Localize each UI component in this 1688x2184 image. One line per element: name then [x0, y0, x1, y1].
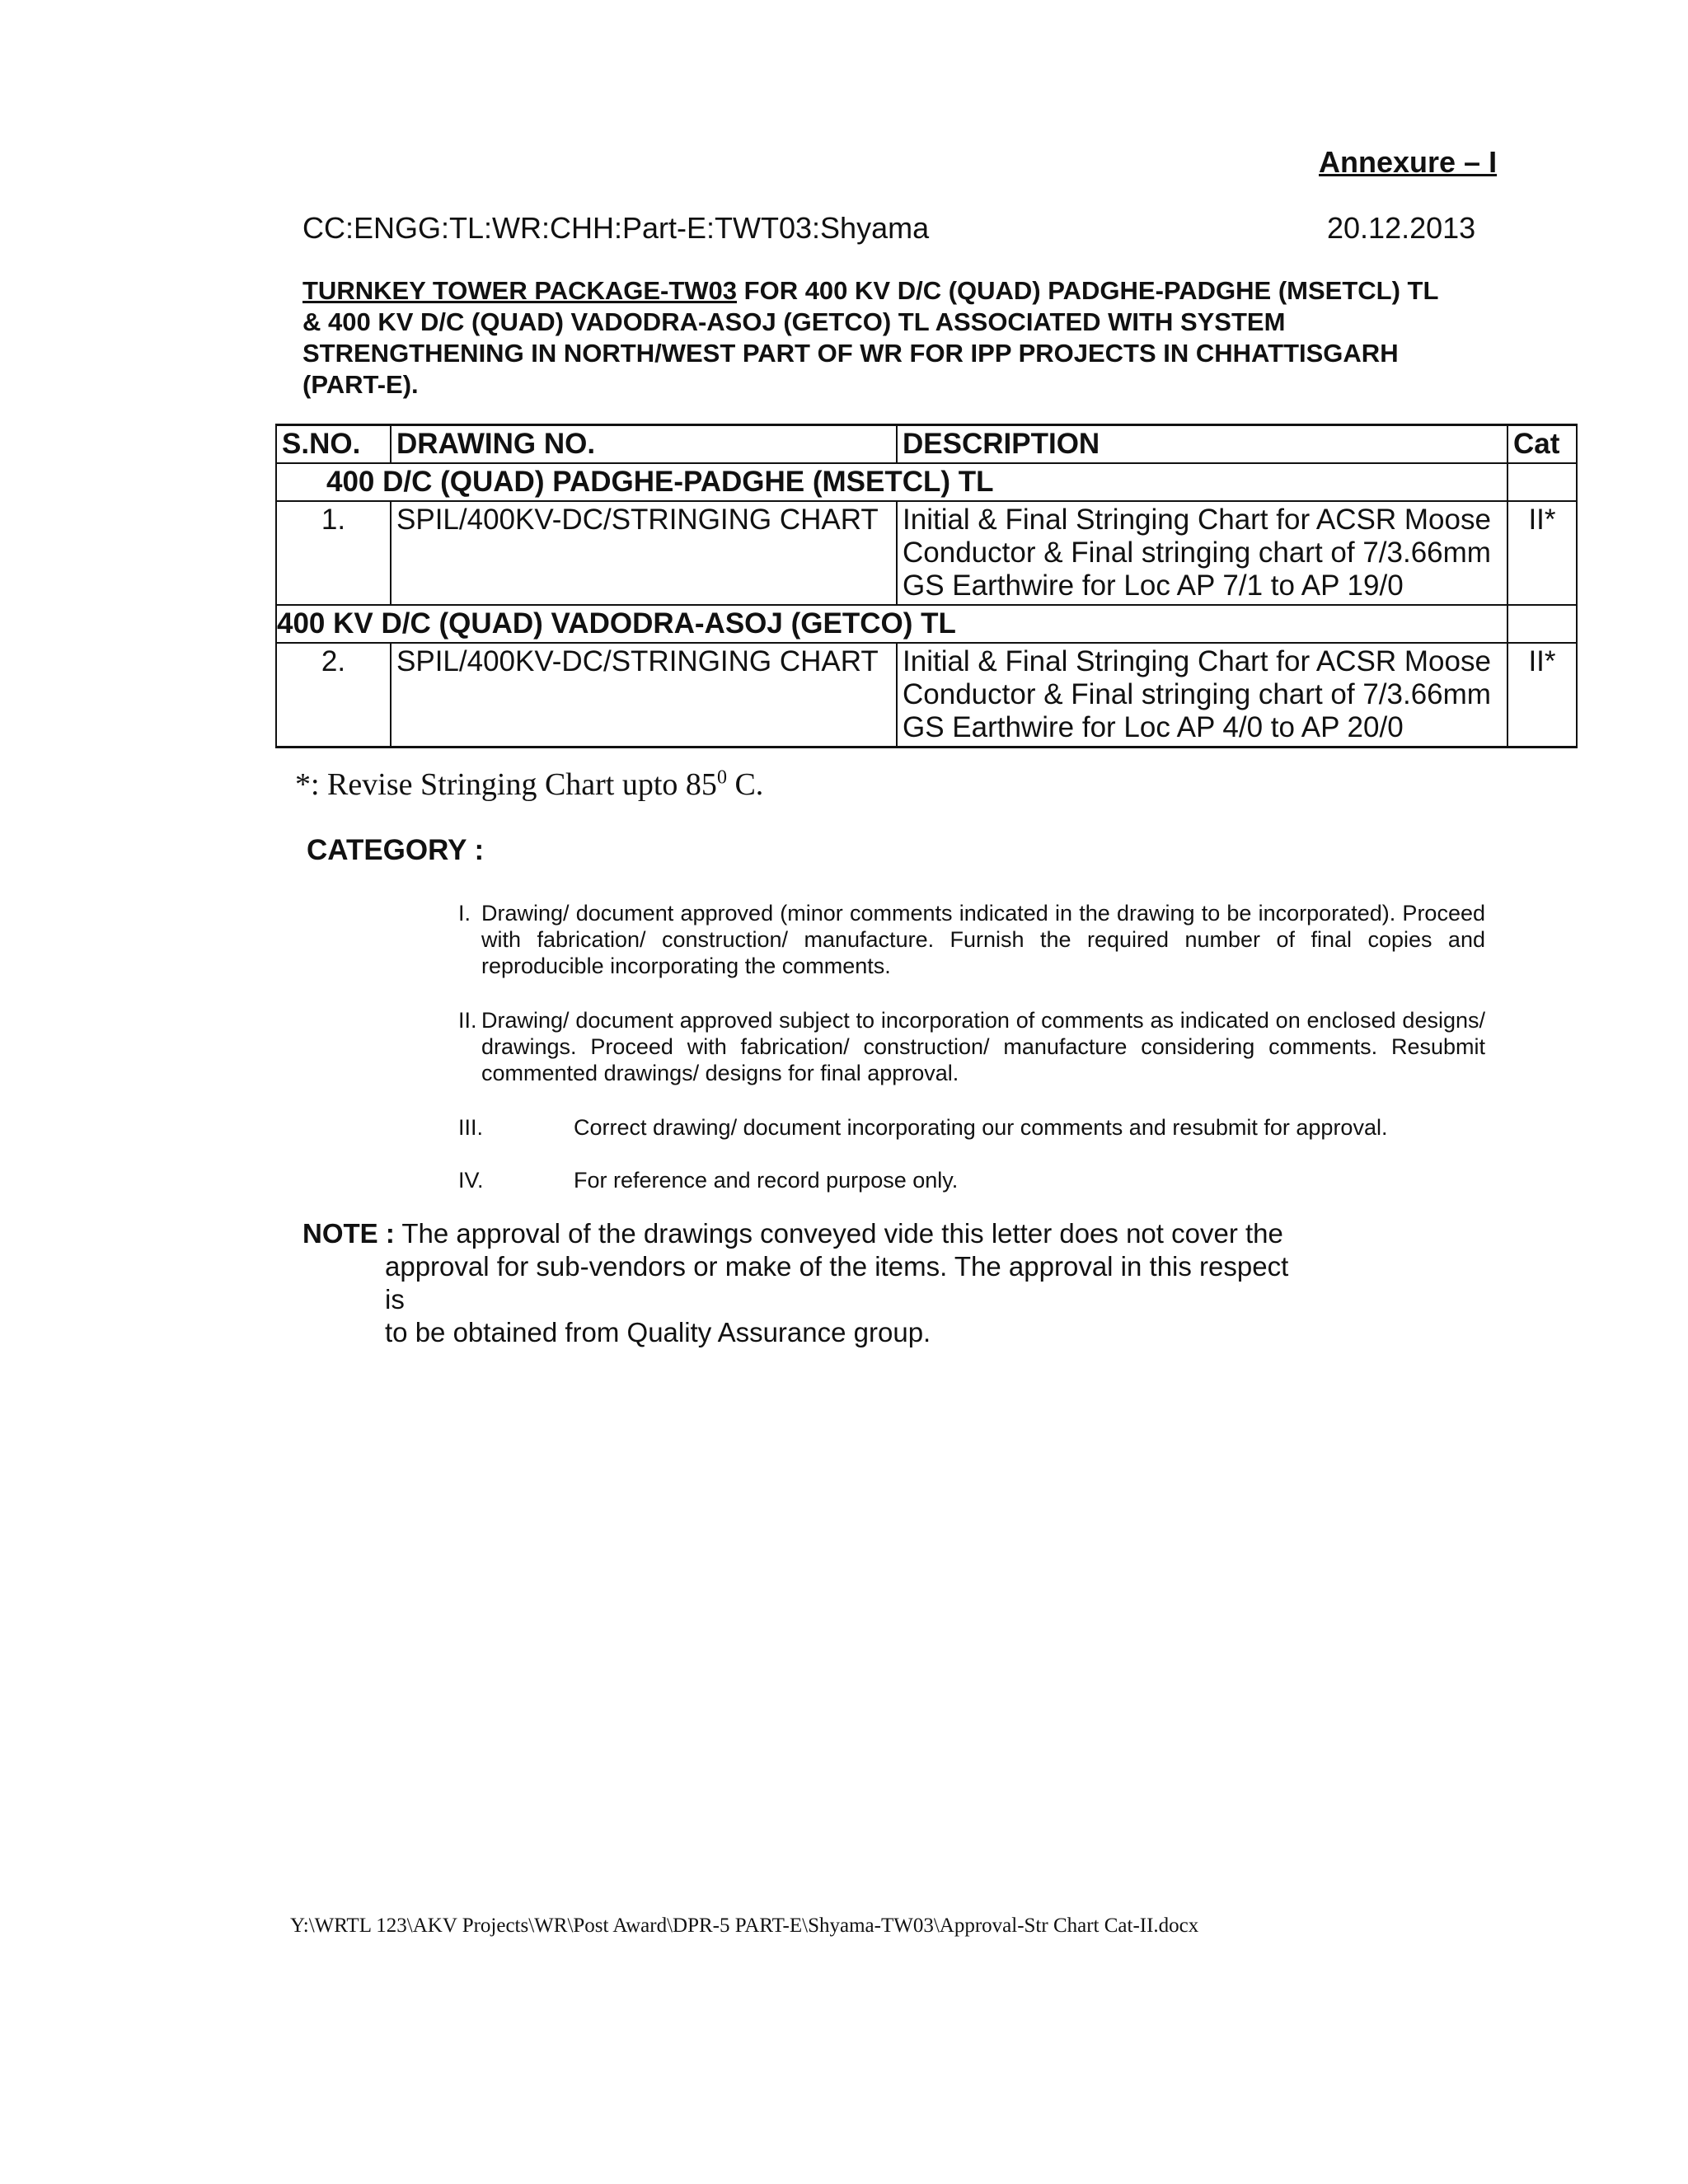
row-sno: 1. — [276, 501, 391, 605]
footnote-text: *: Revise Stringing Chart upto 85 — [295, 767, 717, 802]
note-line-2: approval for sub-vendors or make of the items. The approval in this respect is — [385, 1251, 1289, 1315]
category-number: II. — [458, 1008, 477, 1033]
row-sno: 2. — [276, 643, 391, 748]
category-text: For reference and record purpose only. — [574, 1168, 959, 1193]
category-text: Drawing/ document approved (minor comments indicated in the drawing to be incorporated). Proceed with fabrication/ construction/ manufacture. Furnish the required number of final copies and reproducible incorporating the comments. — [481, 901, 1485, 978]
header-drawing-no: DRAWING NO. — [391, 425, 897, 464]
document-title — [302, 275, 1440, 401]
header-sno: S.NO. — [276, 425, 391, 464]
title-package: TURNKEY TOWER PACKAGE-TW03 — [302, 276, 738, 305]
table-row — [276, 501, 1577, 605]
note-line-3: to be obtained from Quality Assurance group. — [385, 1317, 931, 1347]
row-drawing-no: SPIL/400KV-DC/STRINGING CHART — [391, 501, 897, 605]
section-cat-empty — [1507, 463, 1577, 501]
section-title: 400 D/C (QUAD) PADGHE-PADGHE (MSETCL) TL — [276, 463, 1507, 501]
section-cat-empty — [1507, 605, 1577, 643]
row-description: Initial & Final Stringing Chart for ACSR Moose Conductor & Final stringing chart of 7/3.66mm GS Earthwire for Loc AP 7/1 to AP 19/0 — [897, 501, 1507, 605]
footnote-superscript: 0 — [716, 766, 727, 789]
footnote — [295, 766, 763, 803]
reference-number: CC:ENGG:TL:WR:CHH:Part-E:TWT03:Shyama — [302, 211, 930, 245]
header-description: DESCRIPTION — [897, 425, 1507, 464]
category-text: Drawing/ document approved subject to incorporation of comments as indicated on enclosed designs/ drawings. Proceed with fabrication/ construction/ manufacture considering comments. Resubmit commented drawings/ designs for final approval. — [481, 1008, 1485, 1085]
section-row — [276, 463, 1577, 501]
annexure-label: Annexure – I — [1319, 145, 1498, 179]
footnote-unit: C. — [726, 767, 764, 802]
note-label: NOTE : — [302, 1218, 395, 1249]
row-drawing-no: SPIL/400KV-DC/STRINGING CHART — [391, 643, 897, 748]
table-row — [276, 643, 1577, 748]
table-header-row — [276, 425, 1577, 464]
row-cat: II* — [1507, 501, 1577, 605]
drawings-table — [275, 424, 1578, 748]
category-heading: CATEGORY : — [307, 834, 485, 866]
note-line-1: The approval of the drawings conveyed vide this letter does not cover the — [394, 1218, 1283, 1249]
section-row — [276, 605, 1577, 643]
row-description: Initial & Final Stringing Chart for ACSR Moose Conductor & Final stringing chart of 7/3.66mm GS Earthwire for Loc AP 4/0 to AP 20/0 — [897, 643, 1507, 748]
header-cat: Cat — [1507, 425, 1577, 464]
approval-note — [302, 1217, 1292, 1349]
title-rest: FOR 400 KV D/C (QUAD) PADGHE-PADGHE (MSETCL) TL & 400 KV D/C (QUAD) VADODRA-ASOJ (GETCO) TL ASSOCIATED WITH SYSTEM STRENGTHENING IN NORTH/WEST PART OF WR FOR IPP PROJECTS IN CHHATTISGARH (PART-E). — [302, 276, 1438, 399]
file-path-footer: Y:\WRTL 123\AKV Projects\WR\Post Award\DPR-5 PART-E\Shyama-TW03\Approval-Str Chart Cat-II.docx — [290, 1915, 1199, 1937]
section-title: 400 KV D/C (QUAD) VADODRA-ASOJ (GETCO) TL — [276, 605, 1507, 643]
category-number: I. — [458, 901, 471, 926]
letter-date: 20.12.2013 — [1327, 211, 1476, 245]
category-number: III. — [458, 1115, 484, 1140]
category-number: IV. — [458, 1168, 484, 1193]
category-text: Correct drawing/ document incorporating our comments and resubmit for approval. — [574, 1115, 1388, 1140]
row-cat: II* — [1507, 643, 1577, 748]
